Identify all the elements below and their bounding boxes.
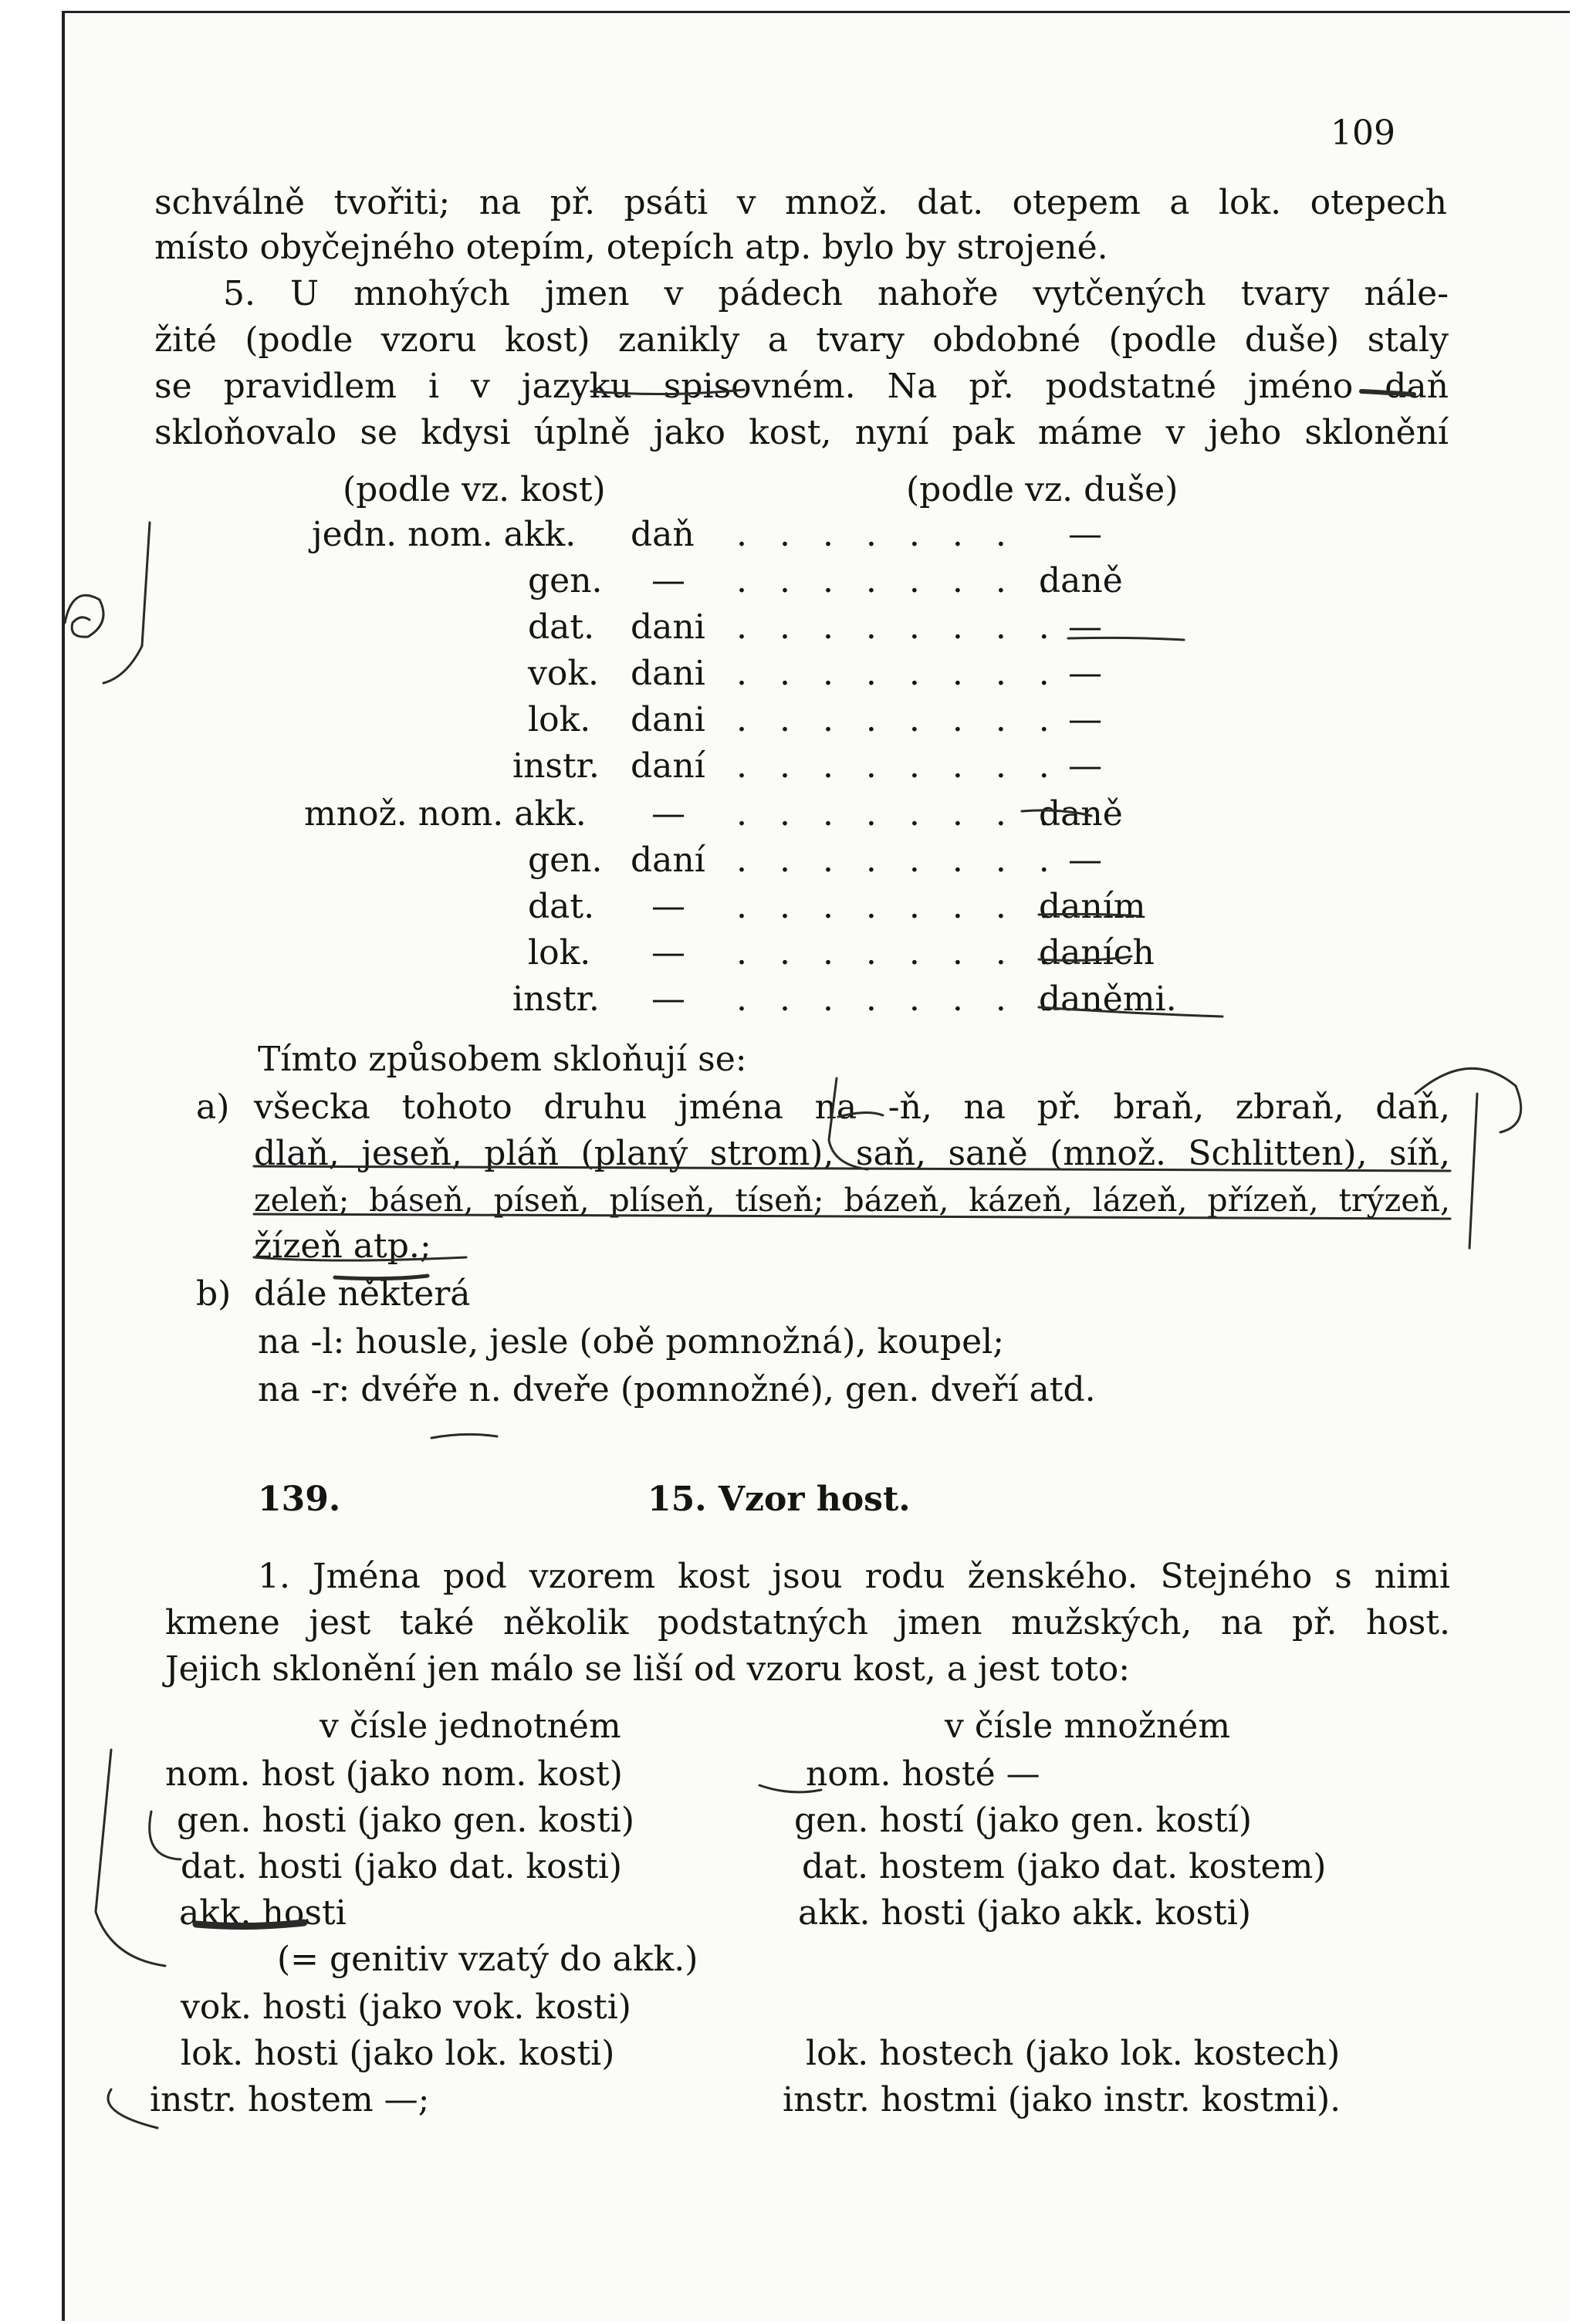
table-row: instr. hostem —; <box>150 2080 430 2119</box>
book-page: 109 schválně tvořiti; na př. psáti v množ. dat. otepem a lok. otepech místo obyčejného otepím, otepích atp. bylo by strojené. 5. U mnohých jmen v pádech nahoře vytčených tvary nále- žité (podle vzoru kost) zanikly a tvary obdobné (podle duše) staly se pravidlem i v jazyku spisovném. Na př. podstatné jméno daň skloňovalo se kdysi úplně jako kost, nyní pak máme v jeho sklonění (podle vz. kost) (podle vz. duše) jedn. nom. akk. daň . . . . . . . — gen. — . . . . . . . . daně dat. dani . . . . . . . . — vok. dani . . . . . . . . — lok. dani . . . . . . . . — instr. daní . . . . . . . . — množ. nom. akk. — . . . . . . . . daně gen. daní . . . . . . . . — dat. — . . . . . . . . daním lok. — . . . . . . . . daních instr. — . . . . . . . . daněmi. Tímto způsobem skloňují se: a) všecka tohoto druhu jména na -ň, na př. braň, zbraň, daň, dlaň, jeseň, pláň (planý strom), saň, saně (množ. Schlitten), síň, zeleň; báseň, píseň, plíseň, tíseň; bázeň, kázeň, lázeň, přízeň, trýzeň, žízeň atp.; b) dále některá na -l: housle, jesle (obě pomnožná), koupel; na -r: dvéře n. dveře (pomnožné), gen. dveří atd. 139. 15. Vzor host. 1. Jména pod vzorem kost jsou rodu ženského. Stejného s nimi kmene jest také několik podstatných jmen mužských, na př. host. Jejich sklonění jen málo se liší od vzoru kost, a jest toto: v čísle jednotném v čísle množném nom. host (jako nom. kost) gen. hosti (jako gen. kosti) dat. hosti (jako dat. kosti) akk. hosti (= genitiv vzatý do akk.) vok. hosti (jako vok. kosti) lok. hosti (jako lok. kosti) instr. hostem —; nom. hosté — gen. hostí (jako gen. kostí) dat. hostem (jako dat. kostem) akk. hosti (jako akk. kosti) lok. hostech (jako lok. kostech) instr. hostmi (jako instr. kostmi). <box>62 11 1570 2321</box>
pencil-spiral-icon <box>65 595 103 637</box>
table-row: lok. hostech (jako lok. kostech) <box>806 2034 1341 2073</box>
table2-head-left: v čísle jednotném <box>320 1707 621 1746</box>
table2-head-right: v čísle množném <box>945 1707 1231 1746</box>
intro-line-1: schválně tvořiti; na př. psáti v množ. dat. otepem a lok. otepech <box>154 183 1447 222</box>
item-a-marker: a) <box>196 1088 230 1127</box>
para5-line-1: 5. U mnohých jmen v pádech nahoře vytčených tvary nále- <box>223 274 1449 313</box>
table-row: (= genitiv vzatý do akk.) <box>277 1940 698 1979</box>
table-row: vok. hosti (jako vok. kosti) <box>181 1987 631 2027</box>
item-a-line-3: zeleň; báseň, píseň, plíseň, tíseň; bázeň, kázeň, lázeň, přízeň, trýzeň, <box>254 1182 1450 1219</box>
table-row: akk. hosti (jako akk. kosti) <box>798 1893 1252 1933</box>
table-row: lok. hosti (jako lok. kosti) <box>181 2034 615 2073</box>
para5-line-4: skloňovalo se kdysi úplně jako kost, nyní pak máme v jeho sklonění <box>154 413 1449 452</box>
table-row: akk. hosti <box>179 1893 347 1933</box>
table-row: gen. hostí (jako gen. kostí) <box>794 1801 1253 1840</box>
table1-head-left: (podle vz. kost) <box>343 470 606 509</box>
item-a-line-1: všecka tohoto druhu jména na -ň, na př. braň, zbraň, daň, <box>254 1088 1450 1127</box>
para1-line-3: Jejich sklonění jen málo se liší od vzoru kost, a jest toto: <box>165 1649 1131 1689</box>
para1-line-1: 1. Jména pod vzorem kost jsou rodu ženského. Stejného s nimi <box>258 1557 1450 1596</box>
item-b-marker: b) <box>196 1274 232 1314</box>
handwritten-annotations <box>65 13 1570 2321</box>
table-row: instr. hostmi (jako instr. kostmi). <box>783 2080 1341 2119</box>
item-b-line-3: na -r: dvéře n. dveře (pomnožné), gen. dveří atd. <box>258 1370 1096 1409</box>
pencil-brackets <box>96 523 1521 2128</box>
item-a-line-2: dlaň, jeseň, pláň (planý strom), saň, saně (množ. Schlitten), síň, <box>254 1134 1450 1173</box>
section-title: 15. Vzor host. <box>648 1480 911 1519</box>
para1-line-2: kmene jest také několik podstatných jmen mužských, na př. host. <box>165 1603 1450 1642</box>
para5-line-2: žité (podle vzoru kost) zanikly a tvary obdobné (podle duše) staly <box>154 320 1449 360</box>
table-row: nom. hosté — <box>806 1754 1040 1794</box>
section-number: 139. <box>258 1480 341 1519</box>
table-row: dat. hostem (jako dat. kostem) <box>802 1847 1327 1886</box>
pencil-underlines <box>254 390 1450 1438</box>
table-row: nom. host (jako nom. kost) <box>165 1754 623 1794</box>
intro-line-2: místo obyčejného otepím, otepích atp. bylo by strojené. <box>154 228 1108 267</box>
table-row: gen. hosti (jako gen. kosti) <box>177 1801 635 1840</box>
page-number: 109 <box>1331 113 1395 153</box>
item-b-line-1: dále některá <box>254 1274 471 1314</box>
para5-line-3: se pravidlem i v jazyku spisovném. Na př. podstatné jméno daň <box>154 367 1449 406</box>
item-a-line-4: žízeň atp.; <box>254 1226 431 1266</box>
item-b-line-2: na -l: housle, jesle (obě pomnožná), koupel; <box>258 1322 1005 1362</box>
table-row: dat. hosti (jako dat. kosti) <box>181 1847 623 1886</box>
declension-intro: Tímto způsobem skloňují se: <box>258 1040 747 1079</box>
table1-head-right: (podle vz. duše) <box>906 470 1179 509</box>
